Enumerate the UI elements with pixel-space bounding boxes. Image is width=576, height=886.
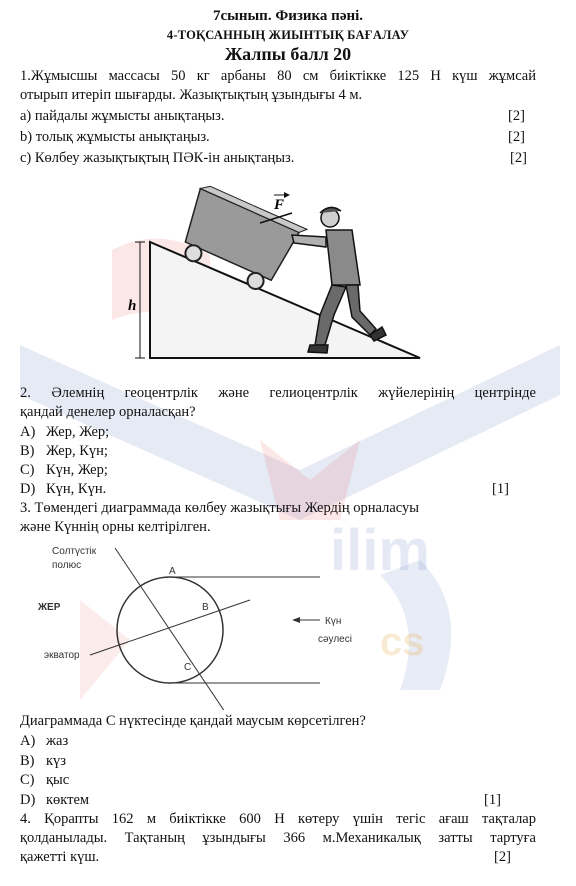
q1-part-a: а) пайдалы жұмысты анықтаңыз. [20, 108, 225, 124]
q2-option-c: C) Күн, Жер; [20, 462, 108, 478]
inclined-plane-figure [120, 185, 430, 365]
header-total-score: Жалпы балл 20 [224, 44, 352, 64]
sun-rays-label-line2: сәулесі [318, 634, 352, 645]
q4-text-line2: қолданылады. Тақтаның ұзындығы 366 м.Механикалық затты тартуға [20, 830, 536, 846]
q3-option-a: A) жаз [20, 733, 69, 749]
q3-points: [1] [484, 792, 501, 808]
q1-part-c-points: [2] [510, 150, 527, 166]
q2-option-b: B) Жер, Күн; [20, 443, 108, 459]
q2-text-line2: қандай денелер орналасқан? [20, 404, 196, 420]
q4-text-line1: 4. Қорапты 162 м биіктікке 600 Н көтеру үшін тегіс ағаш тақталар [20, 811, 536, 827]
q3-option-d: D) көктем [20, 792, 90, 808]
earth-label: ЖЕР [38, 602, 61, 613]
q2-option-d: D) Күн, Күн. [20, 481, 107, 497]
q2-text-line1: 2. Әлемнің геоцентрлік және гелиоцентрлік жүйелерінің центрінде [20, 385, 536, 401]
point-b-label: B [202, 602, 209, 613]
earth-sunrays-diagram [30, 540, 390, 710]
q2-points: [1] [492, 481, 509, 497]
q1-part-b-points: [2] [508, 129, 525, 145]
q2-option-a: A) Жер, Жер; [20, 424, 110, 440]
q1-part-c: c) Көлбеу жазықтықтың ПӘК-ін анықтаңыз. [20, 150, 295, 166]
q3-option-b: B) күз [20, 753, 67, 769]
q1-part-a-points: [2] [508, 108, 525, 124]
watermark-text-ilim: ilim [330, 518, 430, 583]
header-grade-subject: 7сынып. Физика пәні. [212, 8, 364, 24]
point-c-label: C [184, 662, 192, 673]
q3-text-line1: 3. Төмендегі диаграммада көлбеу жазықтығы Жердің орналасуы [20, 500, 420, 516]
point-a-label: A [169, 566, 176, 577]
q1-part-b: b) толық жұмысты анықтаңыз. [20, 129, 210, 145]
q1-text-line1: 1.Жұмысшы массасы 50 кг арбаны 80 см биіктікке 125 Н күш жұмсай [20, 68, 536, 84]
header-assessment-title: 4-ТОҚСАННЫҢ ЖИЫНТЫҚ БАҒАЛАУ [166, 28, 410, 42]
q3-text-line2: және Күннің орны келтірілген. [20, 519, 211, 535]
q4-text-line3: қажетті күш. [20, 849, 100, 865]
q1-text-line2: отырып итеріп шығарды. Жазықтықтың ұзындығы 4 м. [20, 87, 363, 103]
equator-label: экватор [44, 650, 80, 661]
watermark-text-cs: cs [380, 620, 425, 664]
sun-rays-label-line1: Күн [325, 616, 342, 627]
equator-line [90, 600, 250, 655]
q3-option-c: C) қыс [20, 772, 70, 788]
height-label: h [128, 298, 137, 314]
force-label: F [274, 197, 285, 213]
q4-points: [2] [494, 849, 511, 865]
q3-question: Диаграммада С нүктесінде қандай маусым көрсетілген? [20, 713, 366, 729]
north-pole-label-line2: полюс [52, 560, 82, 571]
north-pole-label-line1: Солтүстік [52, 546, 97, 557]
